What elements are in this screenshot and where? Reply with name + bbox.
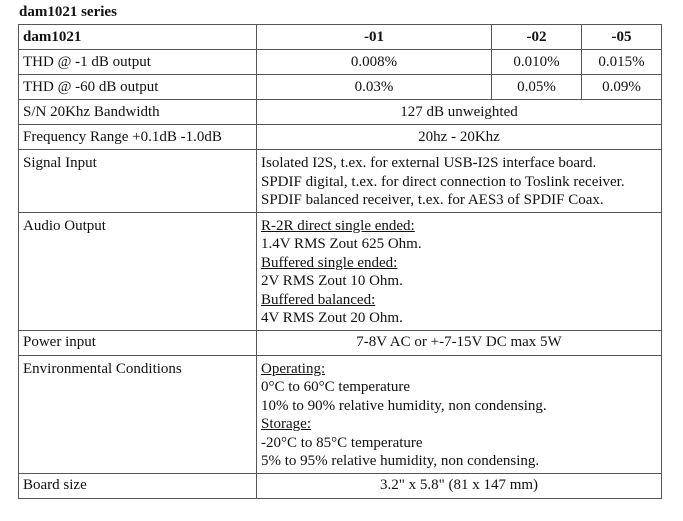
subheading: Buffered single ended:	[261, 254, 398, 271]
table-row-frequency	[19, 125, 662, 150]
spec-table	[18, 24, 662, 499]
header-col-02: -02	[492, 25, 582, 50]
row-label: Frequency Range +0.1dB -1.0dB	[19, 125, 257, 150]
header-col-05: -05	[582, 25, 662, 50]
value-cell: 20hz - 20Khz	[257, 125, 662, 150]
row-label: Environmental Conditions	[19, 355, 257, 473]
value-cell: 0.05%	[492, 75, 582, 100]
value-cell: 0.010%	[492, 50, 582, 75]
page-title: dam1021 series	[19, 4, 117, 20]
subheading: Operating:	[261, 360, 326, 377]
row-label: Signal Input	[19, 150, 257, 213]
text-line: 0°C to 60°C temperature	[261, 379, 411, 395]
text-line: -20°C to 85°C temperature	[261, 434, 423, 451]
subheading: Buffered balanced:	[261, 291, 376, 308]
text-line: 10% to 90% relative humidity, non condensing.	[261, 397, 547, 414]
value-cell	[257, 212, 662, 330]
table-row-board-size	[19, 473, 662, 498]
table-row-signal-input	[19, 150, 662, 213]
row-label: S/N 20Khz Bandwidth	[19, 100, 257, 125]
subheading: R-2R direct single ended:	[261, 217, 415, 234]
text-line: 4V RMS Zout 20 Ohm.	[261, 310, 403, 326]
table-row-thd-60db	[19, 75, 662, 100]
text-line: 1.4V RMS Zout 625 Ohm.	[261, 236, 422, 252]
row-label: THD @ -1 dB output	[19, 50, 257, 75]
row-label: Power input	[19, 330, 257, 355]
value-cell: 0.03%	[257, 75, 492, 100]
row-label: THD @ -60 dB output	[19, 75, 257, 100]
row-label: Audio Output	[19, 212, 257, 330]
table-header-row	[19, 25, 662, 50]
table-row-power	[19, 330, 662, 355]
value-cell: 0.09%	[582, 75, 662, 100]
text-line: SPDIF digital, t.ex. for direct connection to Toslink receiver.	[261, 173, 625, 190]
header-label: dam1021	[19, 25, 257, 50]
subheading: Storage:	[261, 416, 311, 432]
value-cell	[257, 150, 662, 213]
row-label: Board size	[19, 473, 257, 498]
table-row-thd-1db	[19, 50, 662, 75]
value-cell: 0.008%	[257, 50, 492, 75]
text-line: Isolated I2S, t.ex. for external USB-I2S interface board.	[261, 155, 597, 171]
table-row-audio-output	[19, 212, 662, 330]
text-line: 5% to 95% relative humidity, non condensing.	[261, 453, 540, 469]
text-line: SPDIF balanced receiver, t.ex. for AES3 of SPDIF Coax.	[261, 192, 604, 208]
header-col-01: -01	[257, 25, 492, 50]
value-cell	[257, 355, 662, 473]
value-cell: 127 dB unweighted	[257, 100, 662, 125]
text-line: 2V RMS Zout 10 Ohm.	[261, 273, 403, 289]
value-cell: 7-8V AC or +-7-15V DC max 5W	[257, 330, 662, 355]
table-row-environment	[19, 355, 662, 473]
value-cell: 0.015%	[582, 50, 662, 75]
value-cell: 3.2" x 5.8" (81 x 147 mm)	[257, 473, 662, 498]
table-row-sn	[19, 100, 662, 125]
